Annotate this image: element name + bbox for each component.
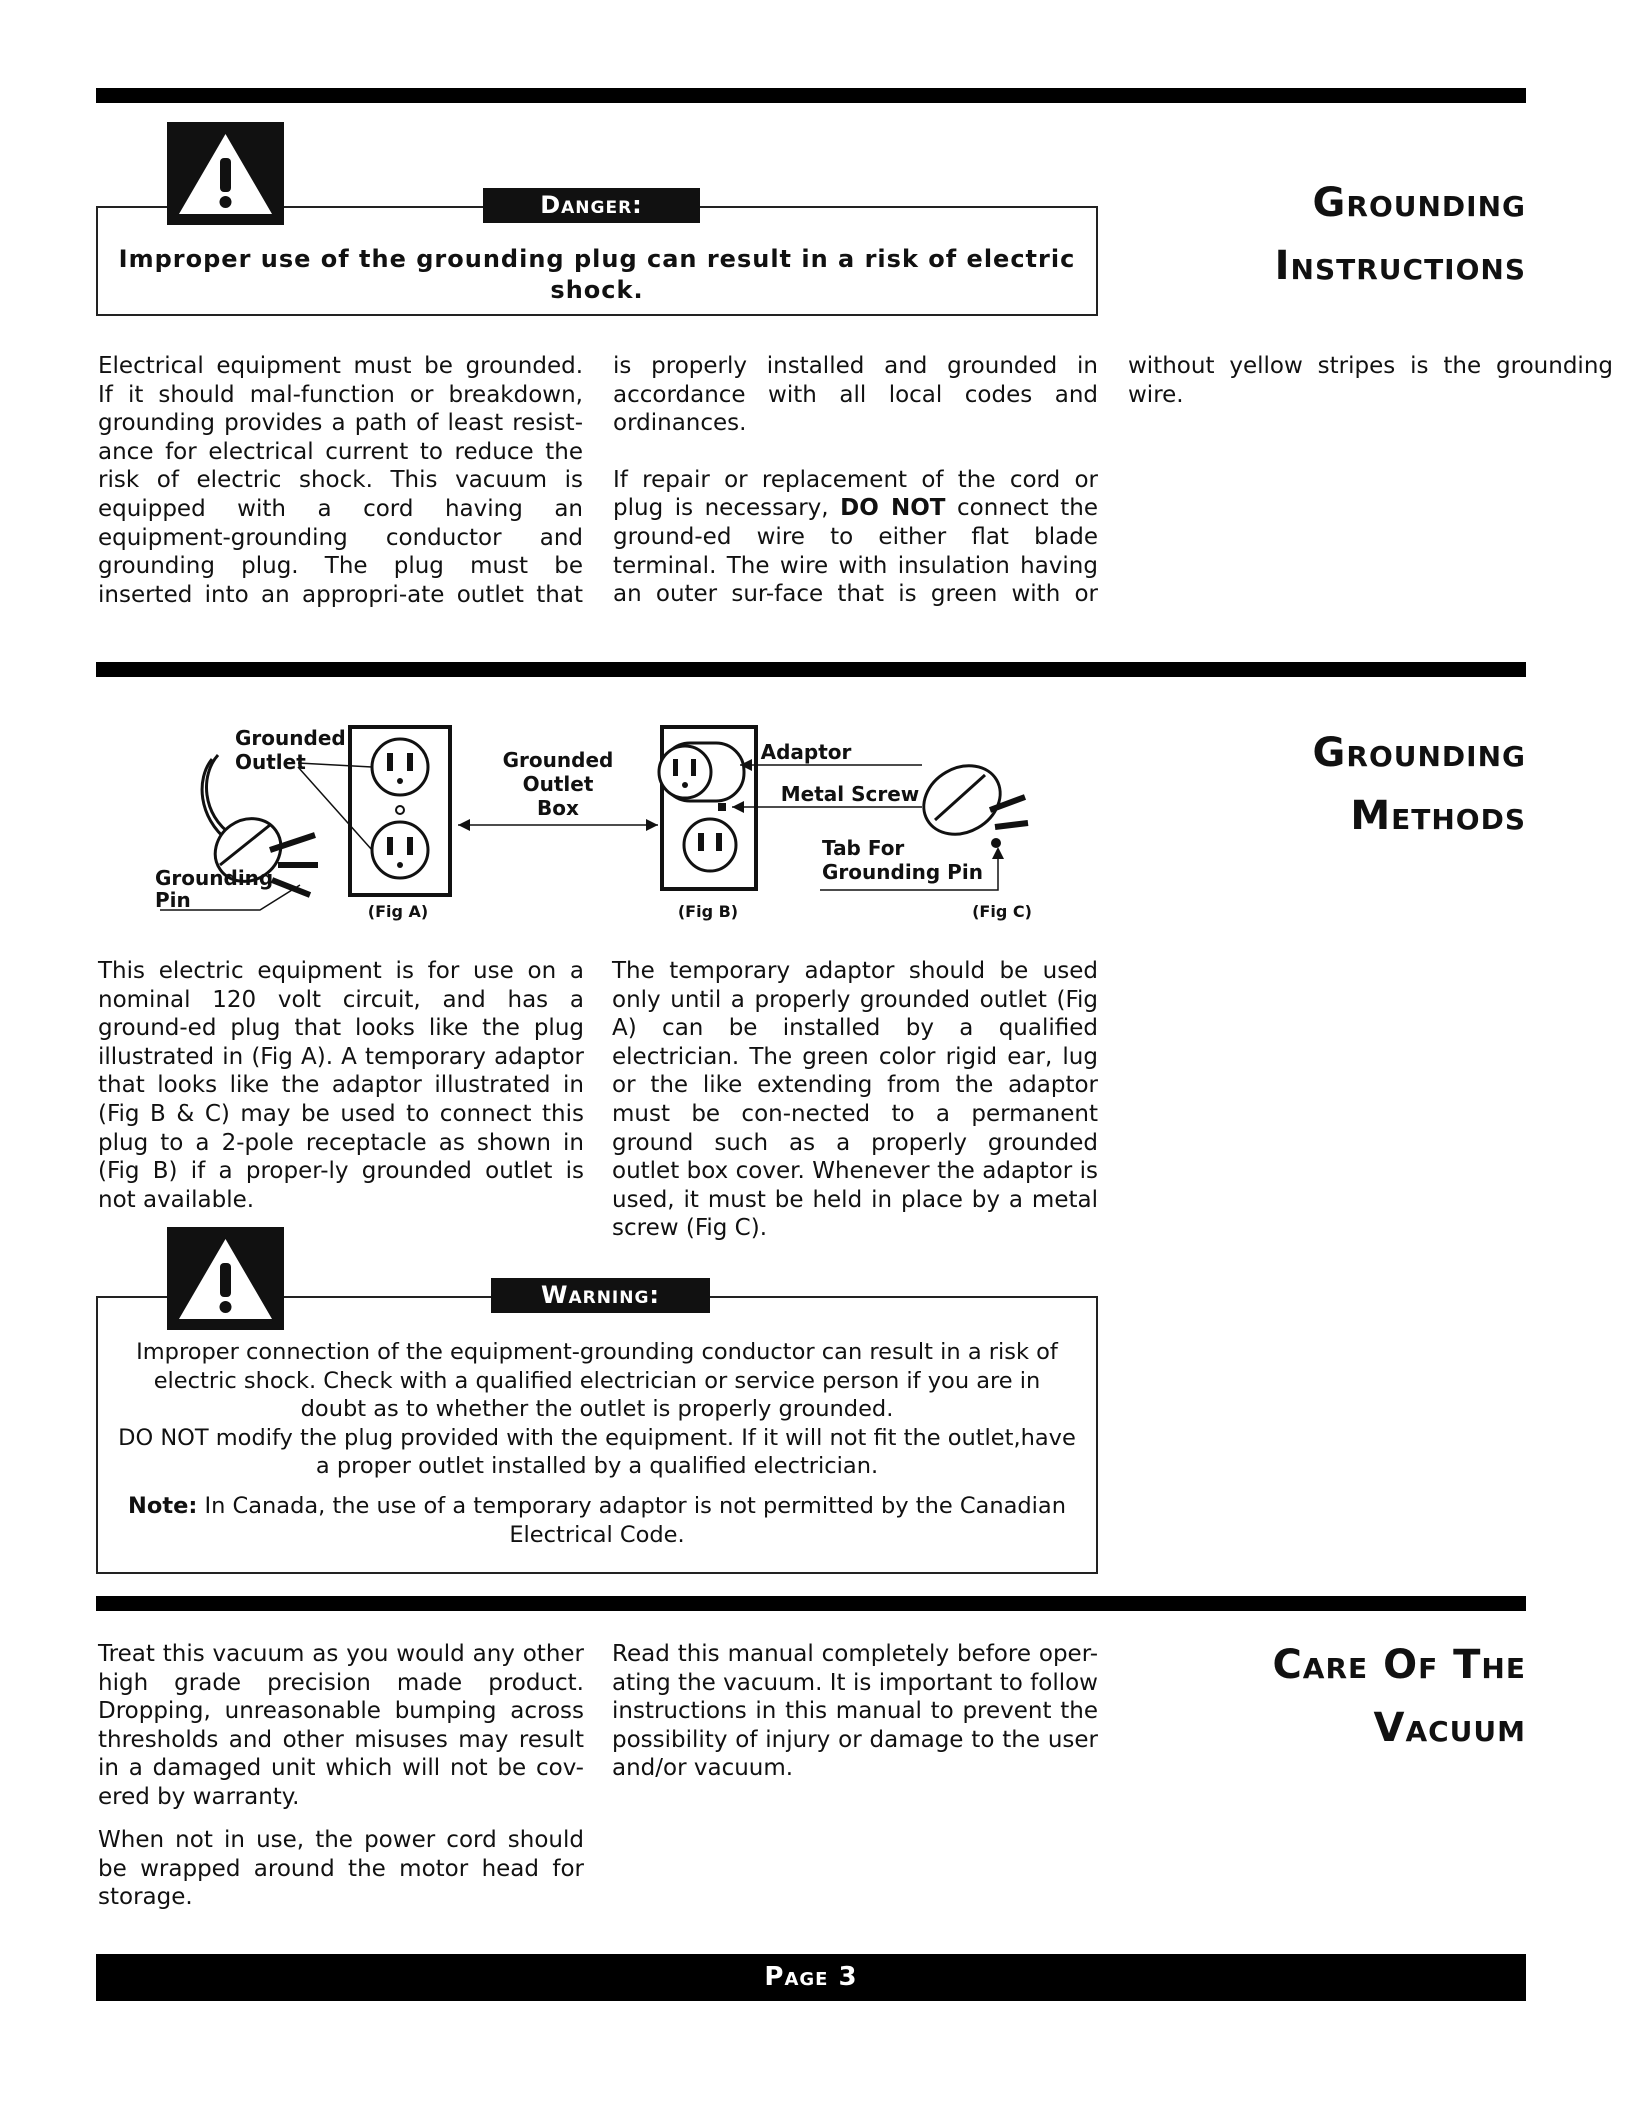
top-rule <box>96 88 1526 103</box>
label-outlet-box-2: Outlet <box>522 772 594 796</box>
repair-paragraph: If repair or replacement of the cord or plug is necessary, DO NOT connect the ground-ed wire to either flat blade terminal. The wire with insulation having an outer sur-face that is green with or without yellow stripes is the grounding wire. <box>613 353 1613 608</box>
caption-fig-a: (Fig A) <box>367 902 429 921</box>
care-paragraph-left-2: When not in use, the power cord should be wrapped around the motor head for storage. <box>98 1827 584 1911</box>
grounding-methods-figure <box>140 715 1060 935</box>
warning-triangle-icon <box>167 1227 284 1330</box>
label-outlet-box-3: Box <box>537 796 579 820</box>
warning-text <box>118 1338 1076 1549</box>
section-rule-3 <box>96 1596 1526 1611</box>
section-rule-2 <box>96 662 1526 677</box>
warning-line-1: Improper connection of the equipment-grounding conductor can result in a risk of electric shock. Check with a qualified electrician or service person if you are in doubt as to whether the outlet is properly grounded. <box>136 1339 1058 1423</box>
label-grounding-pin-1: Grounding <box>155 866 274 890</box>
label-grounded-outlet-2: Outlet <box>235 750 306 774</box>
label-grounded-outlet-1: Grounded <box>235 726 346 750</box>
methods-paragraph-right: The temporary adaptor should be used only until a properly grounded outlet (Fig A) can be installed by a qualified electrician. The green color rigid ear, lug or the like extending from the adaptor must be con-nected to a permanent ground such as a properly grounded outlet box cover. Whenever the adaptor is used, it must be held in place by a metal screw (Fig C). <box>612 958 1098 1242</box>
fig-a-outlet <box>350 727 450 895</box>
fig-c-adaptor <box>911 752 1028 848</box>
care-paragraph-right: Read this manual completely before oper-ating the vacuum. It is important to follow instructions in this manual to prevent the possibility of injury or damage to the user and/or vacuum. <box>612 1641 1098 1782</box>
warning-box <box>96 1296 1098 1574</box>
label-grounding-pin-2: Pin <box>155 888 191 912</box>
warning-note: Note: In Canada, the use of a temporary adaptor is not permitted by the Canadian Electrical Code. <box>128 1492 1066 1548</box>
danger-text: Improper use of the grounding plug can result in a risk of electric shock. <box>118 245 1076 304</box>
danger-label: Danger: <box>483 188 700 223</box>
grounding-paragraph: Electrical equipment must be grounded. If it should mal-function or breakdown, grounding provides a path of least resist-ance for electrical current to reduce the risk of electric shock. This vacuum is equipped with a cord having an equipment-grounding conductor and grounding plug. The plug must be inserted into an appropri-ate outlet that is properly installed and grounded in accordance with all local codes and ordinances. <box>98 353 1098 608</box>
label-adaptor: Adaptor <box>760 740 852 764</box>
warning-line-2: DO NOT modify the plug provided with the equipment. If it will not fit the outlet,have a proper outlet installed by a qualified electrician. <box>118 1424 1076 1480</box>
section-heading-grounding-methods: Grounding Methods <box>1312 730 1526 839</box>
section-heading-grounding-instructions: Grounding Instructions <box>1274 180 1526 289</box>
label-tab-2: Grounding Pin <box>822 860 983 884</box>
page-number-footer: Page 3 <box>96 1954 1526 2001</box>
warning-label: Warning: <box>491 1278 710 1313</box>
section-heading-care: Care Of The Vacuum <box>1272 1642 1526 1751</box>
label-metal-screw: Metal Screw <box>780 782 920 806</box>
care-paragraph-left-1: Treat this vacuum as you would any other high grade precision made product. Dropping, unreasonable bumping across thresholds and other misuses may result in a damaged unit which will not be cov-ered by warranty. <box>98 1641 584 1810</box>
methods-paragraph-left: This electric equipment is for use on a nominal 120 volt circuit, and has a ground-ed plug that looks like the plug illustrated in (Fig A). A temporary adaptor that looks like the adaptor illustrated in (Fig B & C) may be used to connect this plug to a 2-pole receptacle as shown in (Fig B) if a proper-ly grounded outlet is not available. <box>98 958 584 1213</box>
warning-triangle-icon <box>167 122 284 225</box>
grounding-instructions-body <box>98 352 1613 622</box>
caption-fig-b: (Fig B) <box>677 902 739 921</box>
label-tab-1: Tab For <box>822 836 905 860</box>
caption-fig-c: (Fig C) <box>972 902 1032 921</box>
label-outlet-box-1: Grounded <box>502 748 614 772</box>
